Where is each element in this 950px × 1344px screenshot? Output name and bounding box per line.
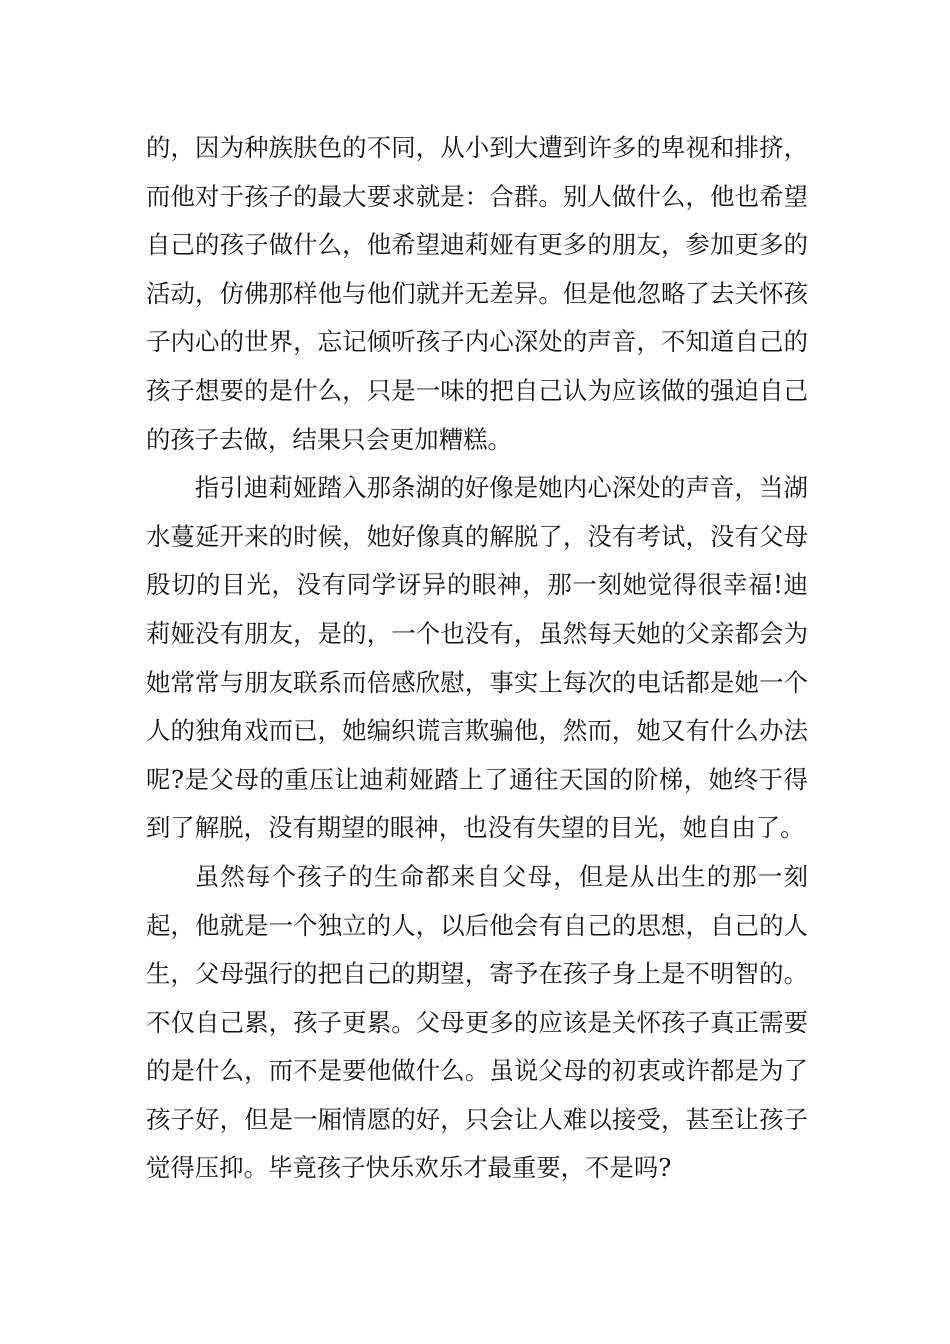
document-body <box>146 124 808 1193</box>
paragraph-conclusion: 虽然每个孩子的生命都来自父母，但是从出生的那一刻起，他就是一个独立的人，以后他会有自己的思想，自己的人生，父母强行的把自己的期望，寄予在孩子身上是不明智的。不仅自己累，孩子更累。父母更多的应该是关怀孩子真正需要的是什么，而不是要他做什么。虽说父母的初衷或许都是为了孩子好，但是一厢情愿的好，只会让人难以接受，甚至让孩子觉得压抑。毕竟孩子快乐欢乐才最重要，不是吗? <box>146 861 808 1183</box>
paragraph-lake: 指引迪莉娅踏入那条湖的好像是她内心深处的声音，当湖水蔓延开来的时候，她好像真的解脱了，没有考试，没有父母殷切的目光，没有同学讶异的眼神，那一刻她觉得很幸福!迪莉娅没有朋友，是的，一个也没有，虽然每天她的父亲都会为她常常与朋友联系而倍感欣慰，事实上每次的电话都是她一个人的独角戏而已，她编织谎言欺骗他，然而，她又有什么办法呢?是父母的重压让迪莉娅踏上了通往天国的阶梯，她终于得到了解脱，没有期望的眼神，也没有失望的目光，她自由了。 <box>146 473 808 843</box>
paragraph-continued: 的，因为种族肤色的不同，从小到大遭到许多的卑视和排挤，而他对于孩子的最大要求就是：合群。别人做什么，他也希望自己的孩子做什么，他希望迪莉娅有更多的朋友，参加更多的活动，仿佛那样他与他们就并无差异。但是他忽略了去关怀孩子内心的世界，忘记倾听孩子内心深处的声音，不知道自己的孩子想要的是什么，只是一味的把自己认为应该做的强迫自己的孩子去做，结果只会更加糟糕。 <box>146 133 808 454</box>
